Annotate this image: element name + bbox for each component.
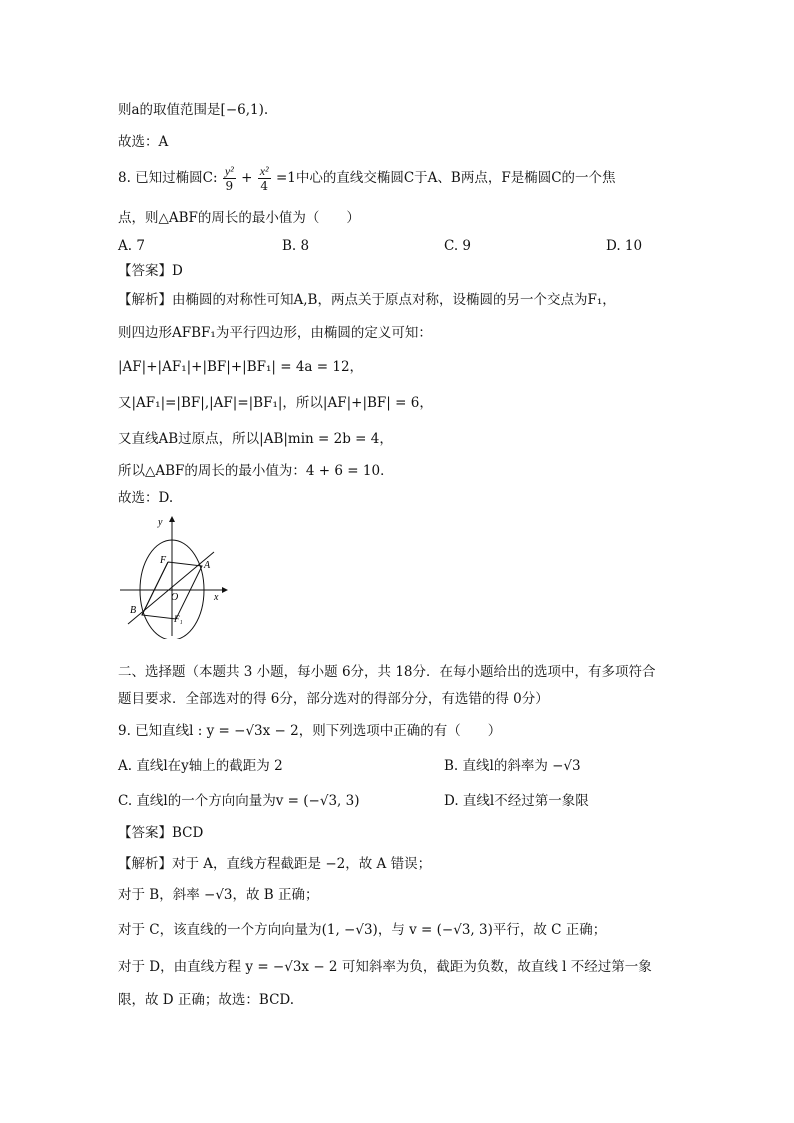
label-o: O xyxy=(171,592,179,603)
q9-option-b: B. 直线l的斜率为 −√3 xyxy=(444,758,581,774)
label-x: x xyxy=(214,592,219,603)
analysis-9-line-3: 对于 C，该直线的一个方向向量为(1, −√3)，与 v = (−√3, 3)平行，故 C 正确； xyxy=(118,922,607,938)
analysis-8-line-5: 又直线AB过原点，所以|AB|min = 2b = 4， xyxy=(118,431,393,447)
x-axis-arrow xyxy=(222,587,228,593)
fraction-y2-over-9 xyxy=(223,164,236,193)
analysis-9-line-5: 限，故 D 正确；故选：BCD. xyxy=(118,992,295,1008)
fraction-numerator: x² xyxy=(259,164,269,178)
analysis-8-line-4: 又|AF₁|=|BF|,|AF|=|BF₁|，所以|AF|+|BF| = 6， xyxy=(118,395,433,411)
q9-option-d: D. 直线l不经过第一象限 xyxy=(444,793,589,809)
section-2-heading-line-2: 题目要求．全部选对的得 6分，部分选对的得部分分，有选错的得 0分） xyxy=(118,691,549,707)
y-axis-arrow xyxy=(169,516,175,522)
fraction-numerator: y² xyxy=(224,164,234,178)
segment-bf xyxy=(142,562,168,615)
ellipse-diagram xyxy=(118,514,228,639)
q8-suffix: =1中心的直线交椭圆C于A、B两点，F是椭圆C的一个焦 xyxy=(275,170,616,186)
q9-option-a: A. 直线l在y轴上的截距为 2 xyxy=(118,758,283,774)
analysis-9-line-4: 对于 D，由直线方程 y = −√3x − 2 可知斜率为负，截距为负数，故直线 l 不经过第一象 xyxy=(118,959,652,975)
q9-option-c: C. 直线l的一个方向向量为v = (−√3, 3) xyxy=(118,793,360,809)
analysis-8-line-2: 则四边形AFBF₁为平行四边形，由椭圆的定义可知： xyxy=(118,325,432,341)
label-f: F xyxy=(160,555,167,566)
section-2-heading-line-1: 二、选择题（本题共 3 小题，每小题 6分，共 18分．在每小题给出的选项中，有多项符合 xyxy=(118,664,656,680)
analysis-8-line-6: 所以△ABF的周长的最小值为：4 + 6 = 10． xyxy=(118,463,394,479)
analysis-9-line-2: 对于 B，斜率 −√3，故 B 正确； xyxy=(118,887,319,903)
analysis-8-line-1: 【解析】由椭圆的对称性可知A,B，两点关于原点对称，设椭圆的另一个交点为F₁， xyxy=(118,292,616,308)
q8-option-b: B. 8 xyxy=(282,238,310,254)
label-f1: F₁ xyxy=(174,614,183,624)
analysis-9-line-1: 【解析】对于 A，直线方程截距是 −2，故 A 错误； xyxy=(118,856,432,872)
label-b: B xyxy=(130,605,137,616)
fraction-denominator: 9 xyxy=(225,179,234,193)
answer-8: 【答案】D xyxy=(118,263,183,279)
fraction-denominator: 4 xyxy=(260,179,268,193)
q8-option-d: D. 10 xyxy=(606,238,643,254)
analysis-8-line-7: 故选：D. xyxy=(118,490,174,506)
question-8-line-2: 点，则△ABF的周长的最小值为（ ） xyxy=(118,210,360,226)
q8-option-a: A. 7 xyxy=(118,238,145,254)
answer-9: 【答案】BCD xyxy=(118,825,204,841)
fraction-x2-over-4 xyxy=(258,164,271,193)
question-8-line-1 xyxy=(118,164,616,193)
question-9: 9. 已知直线l : y = −√3x − 2，则下列选项中正确的有（ ） xyxy=(118,723,502,739)
analysis-8-line-3: |AF|+|AF₁|+|BF|+|BF₁| = 4a = 12， xyxy=(118,359,364,375)
label-y: y xyxy=(158,517,163,528)
text-choice-a: 故选：A xyxy=(118,134,169,150)
q8-option-c: C. 9 xyxy=(444,238,472,254)
label-a: A xyxy=(204,560,211,571)
q8-prefix: 8. 已知过椭圆C: xyxy=(118,170,218,186)
text-range-result: 则a的取值范围是[−6,1). xyxy=(118,102,269,118)
plus-sign: + xyxy=(241,170,253,186)
